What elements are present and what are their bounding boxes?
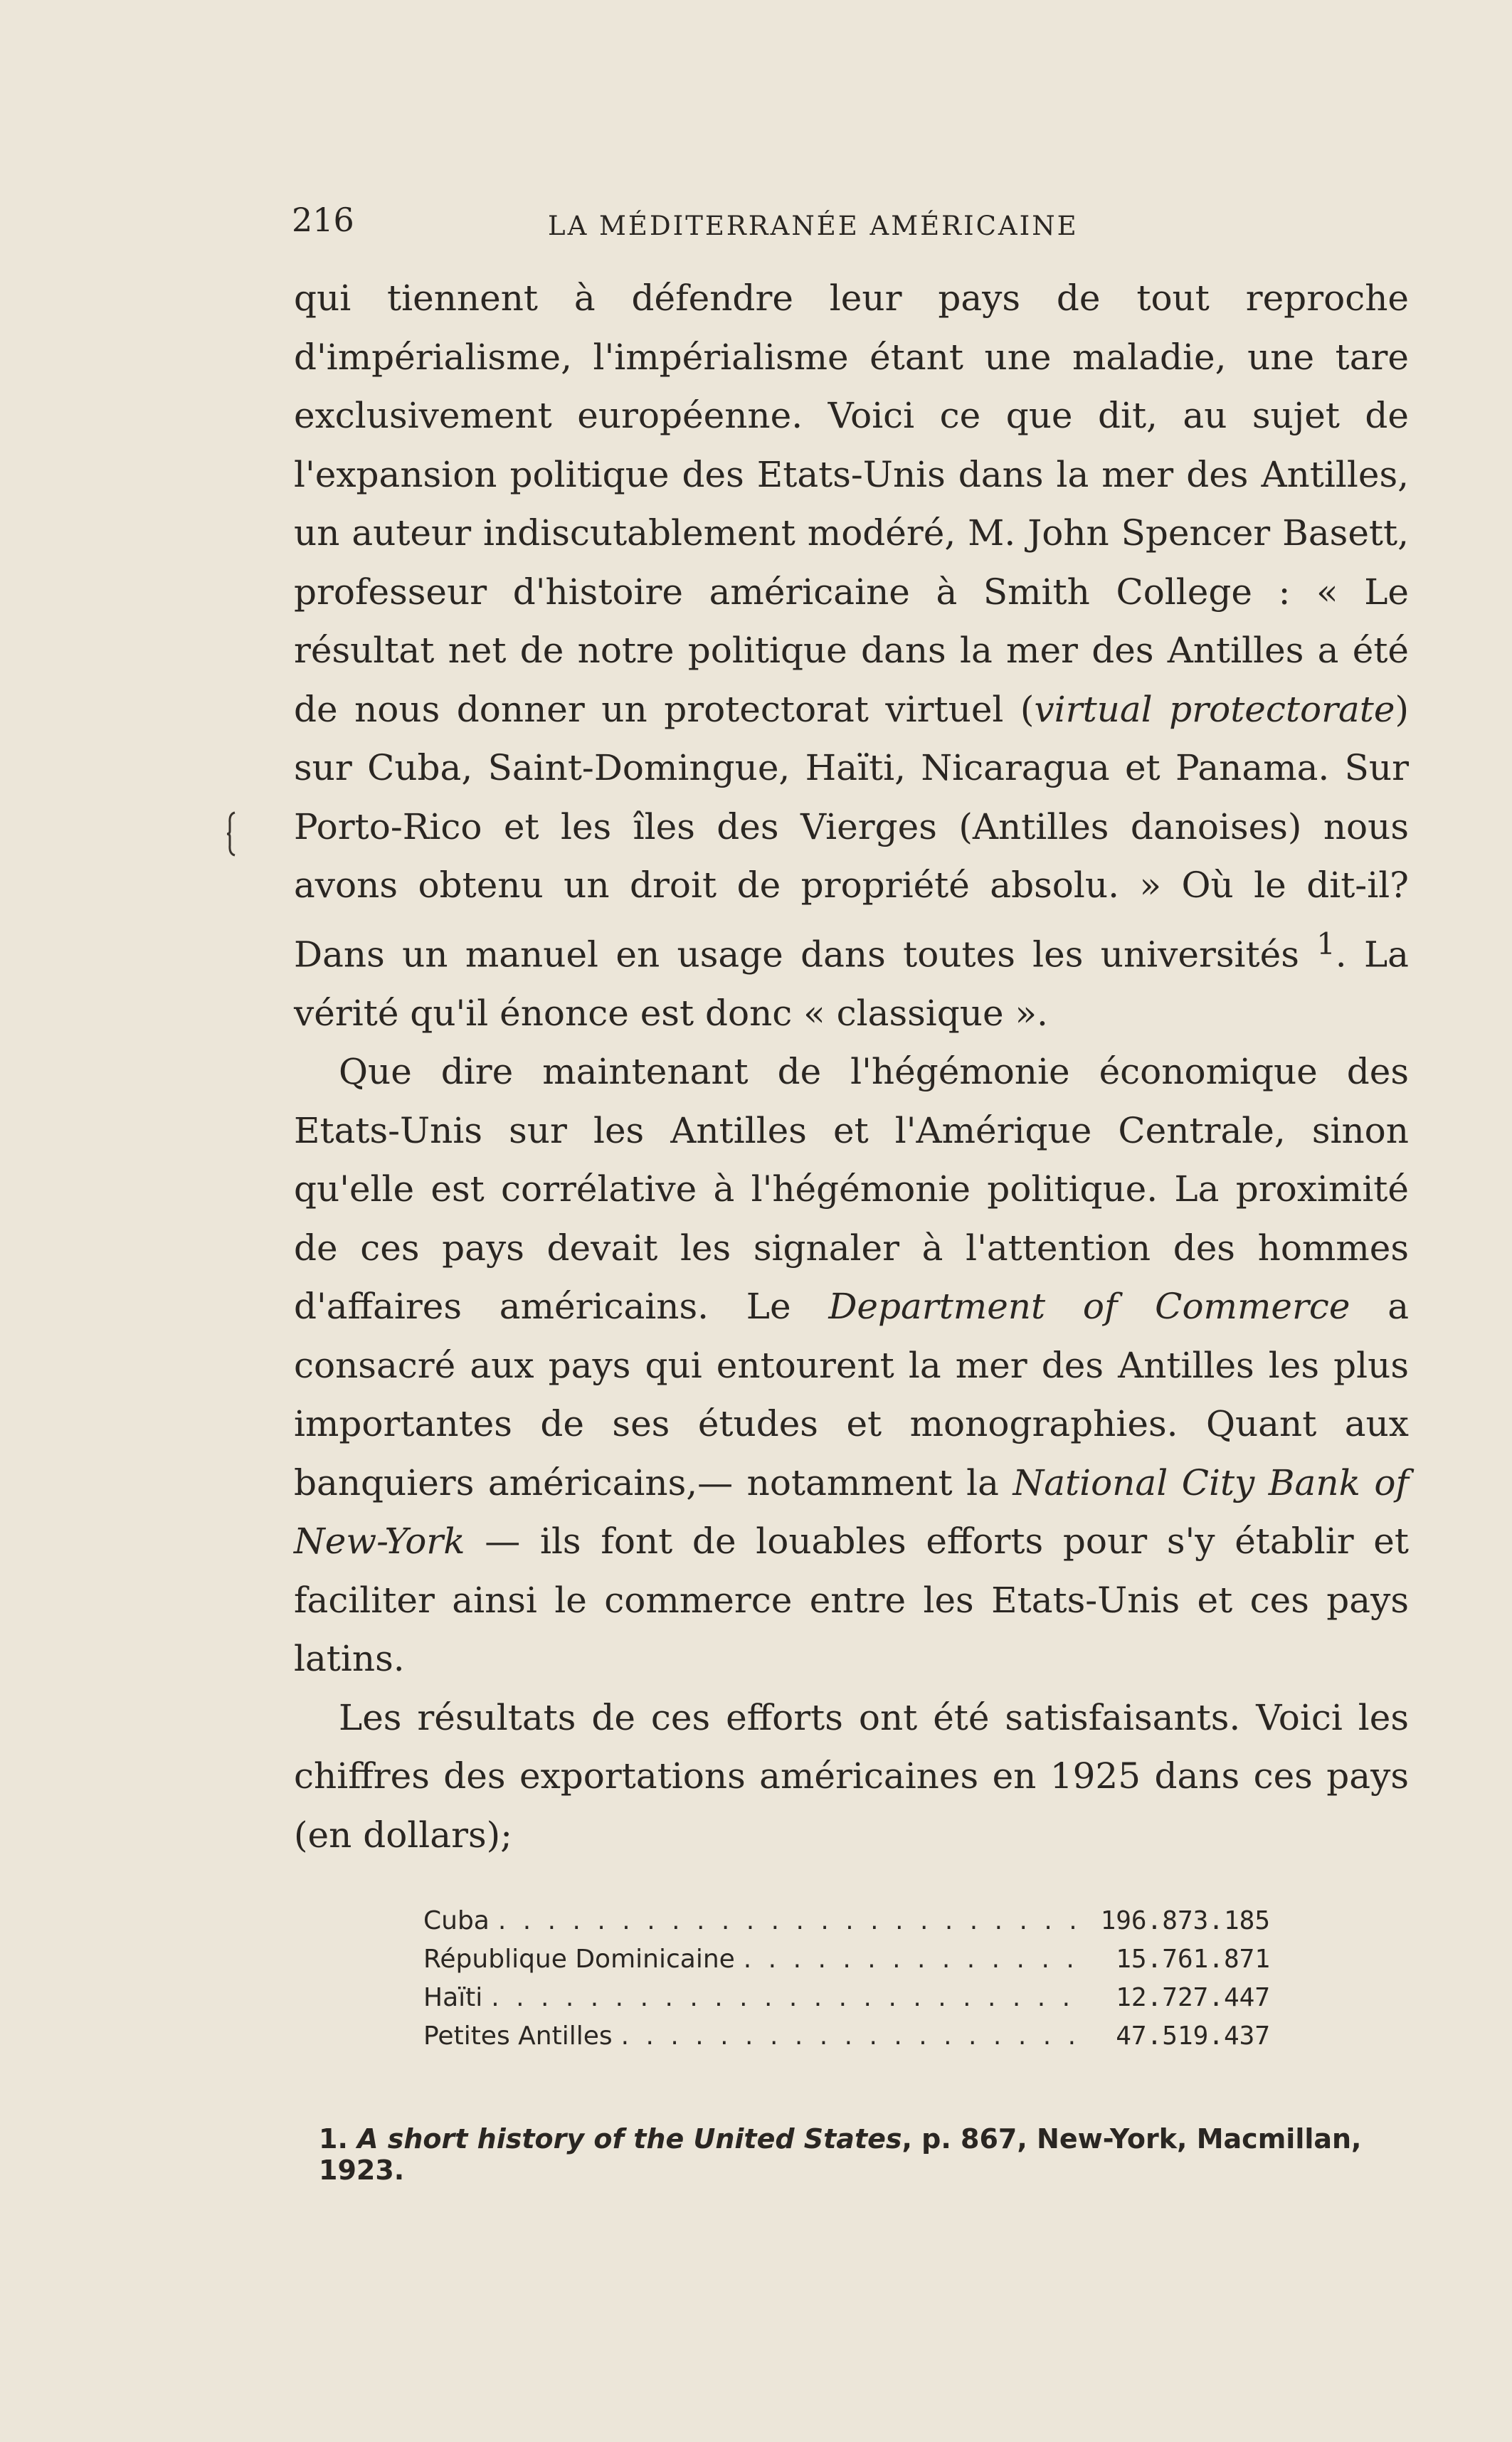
- paragraph: [294, 1042, 1409, 1688]
- footnote-book-title: A short history of the United States: [357, 2123, 902, 2155]
- table-row: [423, 2017, 1270, 2056]
- text-run: a consacré aux pays qui entourent la mer des Antilles les plus importantes de ses études et monographies. Quant aux banquiers américains,— notamment la: [294, 1286, 1409, 1503]
- footnote-ref: 1: [1316, 926, 1336, 961]
- table-row: [423, 1902, 1270, 1940]
- italic-text: National City Bank of New-York: [294, 1462, 1409, 1563]
- table-row: [423, 1940, 1270, 1979]
- leader-dots: [491, 1979, 1077, 2017]
- italic-text: virtual protectorate: [1034, 688, 1395, 730]
- paragraph: [294, 1688, 1409, 1865]
- running-head-title: LA MÉDITERRANÉE AMÉRICAINE: [548, 211, 1079, 241]
- export-value: 12.727.447: [1116, 1983, 1270, 2012]
- export-value: 15.761.871: [1116, 1945, 1270, 1974]
- country-label: Haïti: [423, 1983, 483, 2012]
- footnote-number: 1.: [319, 2123, 348, 2155]
- italic-text: Department of Commerce: [828, 1286, 1350, 1328]
- text-run: — ils font de louables efforts pour s'y établir et faciliter ainsi le commerce entre les Etats-Unis et ces pays latins.: [294, 1521, 1409, 1680]
- leader-dots: [498, 1902, 1077, 1940]
- text-run: Les résultats de ces efforts ont été satisfaisants. Voici les chiffres des exportations américaines en 1925 dans ces pays (en dollars);: [294, 1696, 1409, 1856]
- table-row: [423, 1979, 1270, 2017]
- paragraph: [294, 269, 1409, 1042]
- running-head: [292, 201, 1409, 250]
- text-run: Que dire maintenant de l'hégémonie économique des Etats-Unis sur les Antilles et l'Amérique Centrale, sinon qu'elle est corrélative à l'hégémonie politique. La proximité de ces pays devait les signaler à l'attention des hommes d'affaires américains. Le: [294, 1051, 1409, 1328]
- text-run: ) sur Cuba, Saint-Domingue, Haïti, Nicaragua et Panama. Sur Porto-Rico et les îles des Vierges (Antilles danoises) nous avons obtenu un droit de propriété absolu. » Où le dit-il? Dans un manuel en usage dans toutes les universités: [294, 688, 1409, 976]
- country-label: Petites Antilles: [423, 2021, 613, 2051]
- export-value: 47.519.437: [1116, 2021, 1270, 2051]
- body-text: [294, 269, 1409, 1864]
- country-label: République Dominicaine: [423, 1945, 735, 1974]
- footnote: [319, 2123, 1415, 2186]
- page-number: 216: [292, 201, 354, 239]
- text-run: . La vérité qu'il énonce est donc « classique ».: [294, 934, 1409, 1034]
- text-run: qui tiennent à défendre leur pays de tout reproche d'impérialisme, l'impérialisme étant une maladie, une tare exclusivement européenne. Voici ce que dit, au sujet de l'expansion politique des Etats-Unis dans la mer des Antilles, un auteur indiscutablement modéré, M. John Spencer Basett, professeur d'histoire américaine à Smith College : « Le résultat net de notre politique dans la mer des Antilles a été de nous donner un protectorat virtuel (: [294, 278, 1409, 730]
- footnote-citation: , p. 867, New-York, Macmillan, 1923.: [319, 2123, 1362, 2186]
- margin-bracket-mark: [225, 811, 239, 857]
- exports-table: [423, 1902, 1270, 2056]
- export-value: 196.873.185: [1100, 1906, 1270, 1935]
- leader-dots: [744, 1940, 1077, 1979]
- country-label: Cuba: [423, 1906, 490, 1935]
- leader-dots: [621, 2017, 1077, 2056]
